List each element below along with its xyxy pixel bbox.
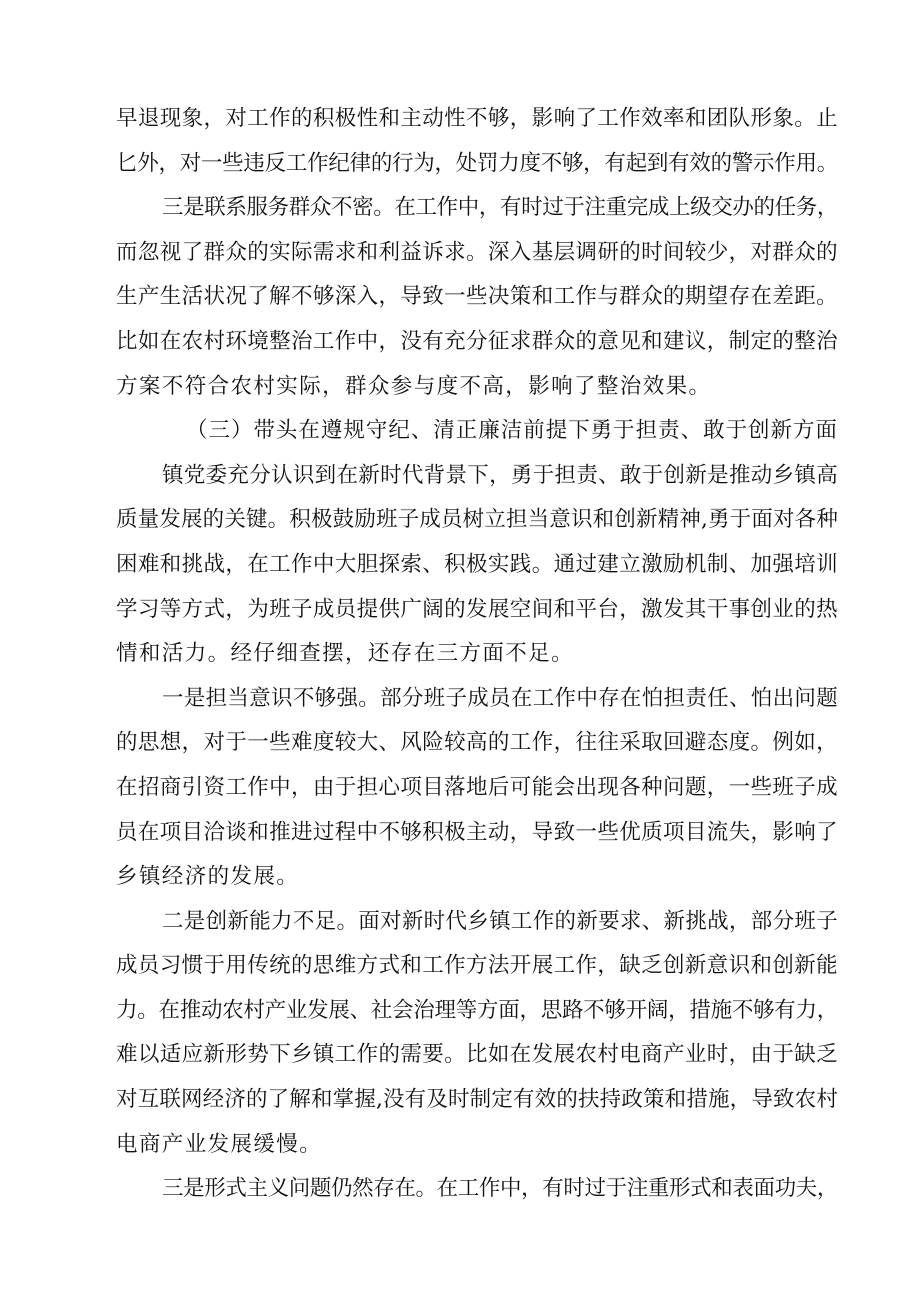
paragraph-first-line: 三是联系服务群众不密。在工作中，有时过于注重完成上级交办的任务， — [162, 195, 838, 221]
text-line: 难以适应新形势下乡镇工作的需要。比如在发展农村电商产业时，由于缺乏 — [116, 1042, 838, 1068]
paragraph-first-line: 一是担当意识不够强。部分班子成员在工作中存在怕担责任、怕出问题 — [162, 685, 838, 711]
text-line: 的思想，对于一些难度较大、风险较高的工作，往往采取回避态度。例如， — [116, 730, 838, 756]
text-line: 学习等方式，为班子成员提供广阔的发展空间和平台，激发其干事创业的热 — [116, 596, 838, 622]
text-line: 质量发展的关键。积极鼓励班子成员树立担当意识和创新精神,勇于面对各种 — [116, 507, 838, 533]
text-line: 成员习惯于用传统的思维方式和工作方法开展工作，缺乏创新意识和创新能 — [116, 953, 838, 979]
section-heading: （三）带头在遵规守纪、清正廉洁前提下勇于担责、敢于创新方面 — [186, 418, 838, 444]
text-line: 困难和挑战，在工作中大胆探索、积极实践。通过建立激励机制、加强培训 — [116, 551, 838, 577]
paragraph-first-line: 三是形式主义问题仍然存在。在工作中，有时过于注重形式和表面功夫， — [162, 1176, 838, 1202]
text-line: 电商产业发展缓慢。 — [116, 1131, 323, 1157]
text-line: 方案不符合农村实际，群众参与度不高，影响了整治效果。 — [116, 373, 712, 399]
text-line: 情和活力。经仔细查摆，还存在三方面不足。 — [116, 641, 575, 667]
text-line: 早退现象，对工作的积极性和主动性不够，影响了工作效率和团队形象。止 — [116, 106, 838, 131]
paragraph-first-line: 二是创新能力不足。面对新时代乡镇工作的新要求、新挑战，部分班子 — [162, 908, 838, 934]
text-line: 而忽视了群众的实际需求和利益诉求。深入基层调研的时间较少，对群众的 — [116, 239, 838, 265]
text-line: 乡镇经济的发展。 — [116, 864, 300, 890]
document-body — [116, 97, 838, 1212]
text-line: 在招商引资工作中，由于担心项目落地后可能会出现各种问题，一些班子成 — [116, 774, 838, 800]
paragraph-first-line: 镇党委充分认识到在新时代背景下，勇于担责、敢于创新是推动乡镇高 — [162, 462, 838, 488]
text-line: 生产生活状况了解不够深入，导致一些决策和工作与群众的期望存在差距。 — [116, 284, 838, 310]
text-line: 匕外，对一些违反工作纪律的行为，处罚力度不够，有起到有效的警示作用。 — [116, 150, 838, 176]
text-line: 对互联网经济的了解和掌握,没有及时制定有效的扶持政策和措施，导致农村 — [116, 1087, 838, 1113]
text-line: 比如在农村环境整治工作中，没有充分征求群众的意见和建议，制定的整治 — [116, 328, 838, 354]
text-line: 力。在推动农村产业发展、社会治理等方面，思路不够开阔，措施不够有力， — [116, 997, 838, 1023]
text-line: 员在项目洽谈和推进过程中不够积极主动，导致一些优质项目流失，影响了 — [116, 819, 838, 845]
